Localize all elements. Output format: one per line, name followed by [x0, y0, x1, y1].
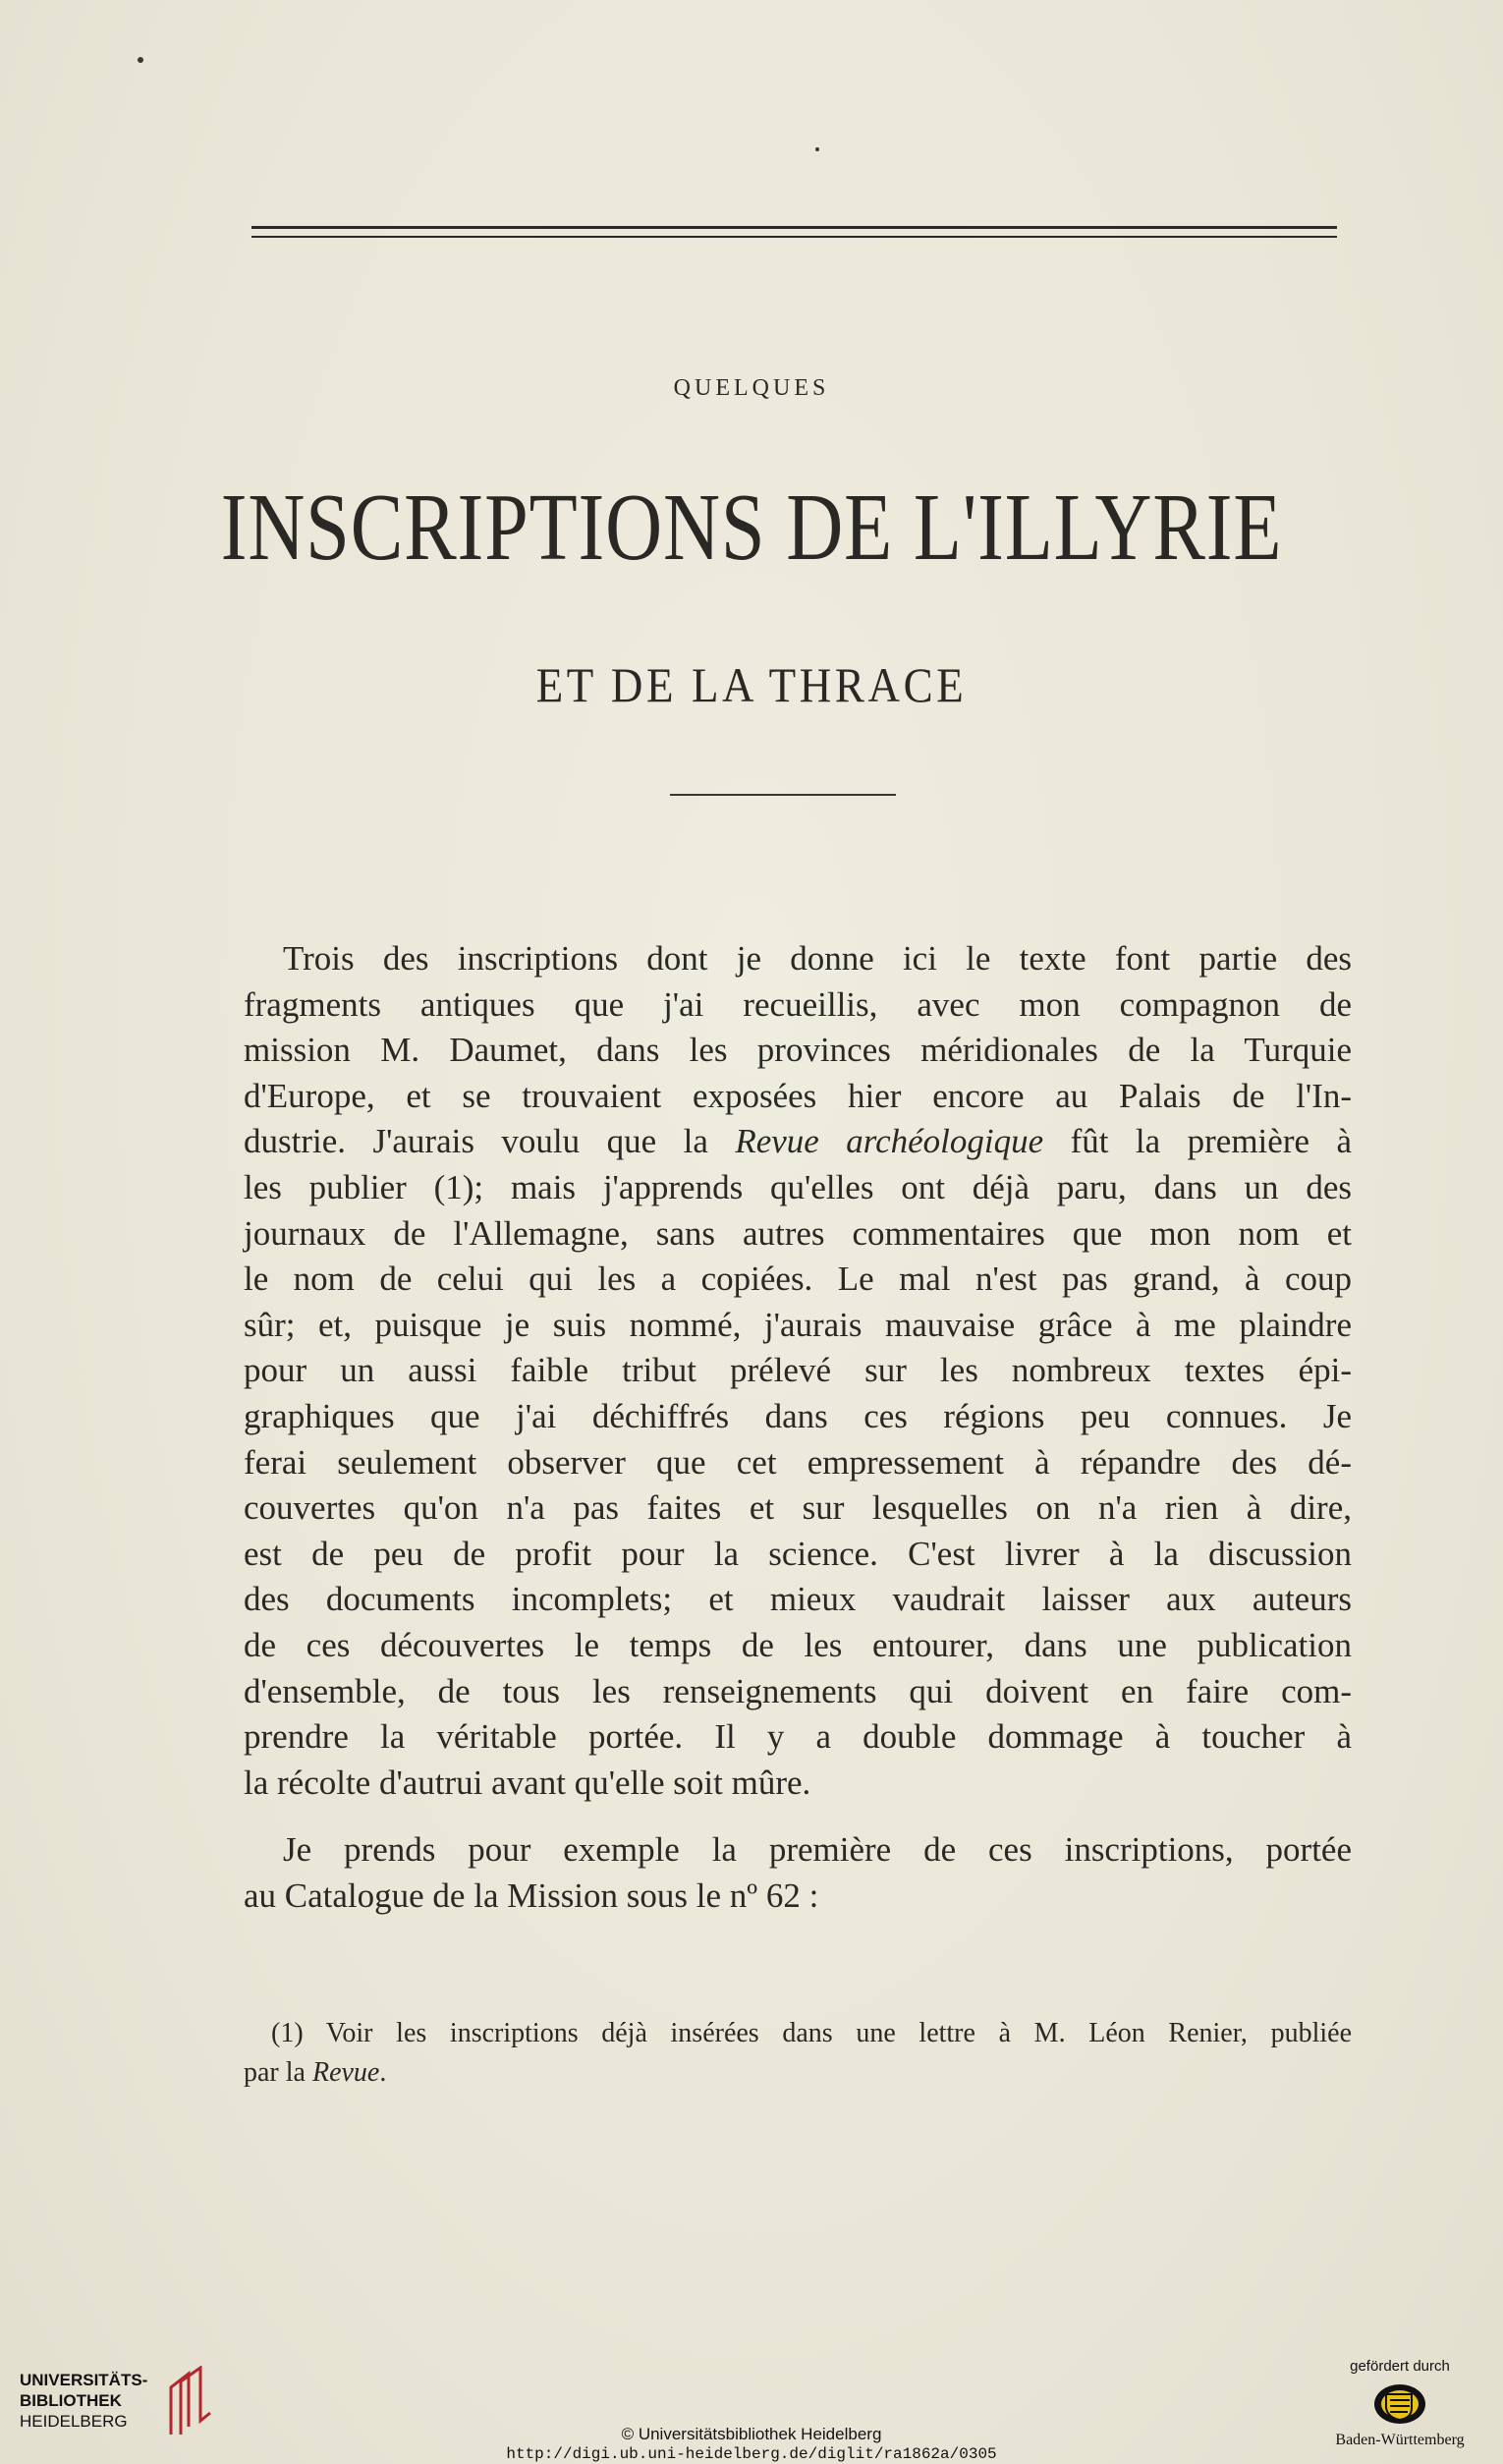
copyright-text: © Universitätsbibliothek Heidelberg: [621, 2425, 882, 2443]
text-line: couvertes qu'on n'a pas faites et sur lesquelles on n'a rien à dire,: [244, 1488, 1352, 1528]
text-line: le nom de celui qui les a copiées. Le mal n'est pas grand, à coup: [244, 1260, 1352, 1299]
sponsor-block: [1316, 2358, 1483, 2449]
title-divider: [670, 794, 896, 796]
ink-speck: [815, 147, 819, 151]
text-line: au Catalogue de la Mission sous le nº 62 :: [244, 1876, 819, 1915]
footnote: [244, 2014, 1352, 2093]
page-title: INSCRIPTIONS DE L'ILLYRIE: [220, 475, 1283, 581]
text-line: mission M. Daumet, dans les provinces méridionales de la Turquie: [244, 1031, 1352, 1070]
title-kicker: QUELQUES: [673, 375, 830, 401]
text-line: ferai seulement observer que cet empressement à répandre des dé-: [244, 1442, 1352, 1482]
text-line: sûr; et, puisque je suis nommé, j'aurais mauvaise grâce à me plaindre: [244, 1305, 1352, 1344]
text-line: des documents incomplets; et mieux vaudrait laisser aux auteurs: [244, 1580, 1352, 1619]
paragraph-1: [244, 936, 1352, 1806]
footnote-line: [244, 2053, 1352, 2093]
text-line: Trois des inscriptions dont je donne ici le texte font partie des: [283, 939, 1352, 978]
text-line: Je prends pour exemple la première de ces inscriptions, portée: [283, 1830, 1352, 1870]
text-line: fragments antiques que j'ai recueillis, avec mon compagnon de: [244, 984, 1352, 1024]
text-segment: .: [379, 2057, 387, 2088]
text-line: journaux de l'Allemagne, sans autres commentaires que mon nom et: [244, 1213, 1352, 1253]
footnote-line: (1) Voir les inscriptions déjà insérées dans une lettre à M. Léon Renier, publiée: [271, 2018, 1352, 2048]
text-segment: fût la première à: [1043, 1122, 1353, 1161]
text-line: est de peu de profit pour la science. C'est livrer à la discussion: [244, 1534, 1352, 1573]
text-line: [244, 1119, 1352, 1165]
text-line: pour un aussi faible tribut prélevé sur les nombreux textes épi-: [244, 1351, 1352, 1390]
text-line: de ces découvertes le temps de les entourer, dans une publication: [244, 1625, 1352, 1664]
text-line: graphiques que j'ai déchiffrés dans ces régions peu connues. Je: [244, 1396, 1352, 1435]
page-subtitle: ET DE LA THRACE: [535, 657, 968, 712]
paragraph-2: [244, 1827, 1352, 1919]
sponsor-label: gefördert durch: [1350, 2358, 1450, 2375]
ink-speck: [138, 57, 143, 63]
text-segment: par la: [244, 2057, 312, 2088]
article-body: [244, 936, 1352, 1919]
library-name-line: UNIVERSITÄTS-: [20, 2371, 148, 2389]
text-line: d'Europe, et se trouvaient exposées hier encore au Palais de l'In-: [244, 1076, 1352, 1115]
text-line: les publier (1); mais j'apprends qu'elles ont déjà paru, dans un des: [244, 1167, 1352, 1206]
text-line: prendre la véritable portée. Il y a double dommage à toucher à: [244, 1717, 1352, 1757]
source-url-link[interactable]: http://digi.ub.uni-heidelberg.de/diglit/ra1862a/0305: [506, 2445, 997, 2463]
copyright-block: [0, 2425, 1503, 2464]
library-name-line: BIBLIOTHEK: [20, 2391, 122, 2410]
state-crest-icon: [1368, 2380, 1431, 2428]
header-double-rule: [251, 226, 1337, 238]
text-segment: dustrie. J'aurais voulu que la: [244, 1122, 736, 1161]
sponsor-name: Baden-Württemberg: [1335, 2432, 1465, 2448]
text-line: d'ensemble, de tous les renseignements qui doivent en faire com-: [244, 1671, 1352, 1710]
library-name: [20, 2370, 147, 2432]
journal-title-italic: Revue: [311, 2057, 380, 2088]
journal-title-italic: Revue archéologique: [735, 1122, 1044, 1161]
text-line: la récolte d'autrui avant qu'elle soit mûre.: [244, 1763, 811, 1802]
library-name-line: HEIDELBERG: [20, 2412, 128, 2431]
